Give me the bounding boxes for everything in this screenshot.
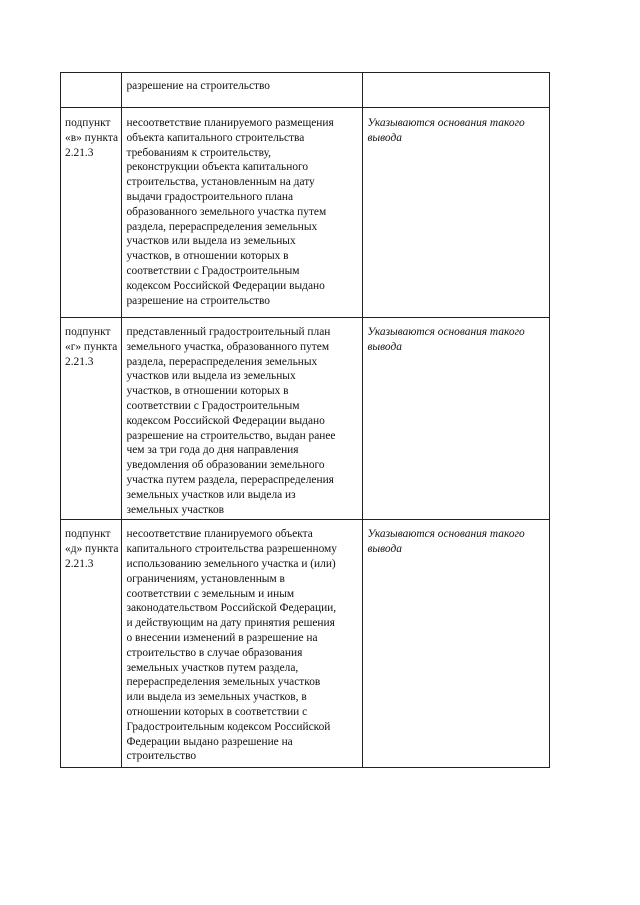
note-cell bbox=[363, 73, 550, 108]
description-line: земельных участков или выдела из bbox=[126, 488, 296, 501]
description-line: разрешение на строительство, выдан ранее bbox=[126, 429, 336, 442]
note-line: вывода bbox=[367, 131, 402, 144]
description-cell bbox=[122, 108, 363, 318]
ref-line: 2.21.3 bbox=[65, 557, 94, 570]
description-line: участка путем раздела, перераспределения bbox=[126, 473, 334, 486]
description-line: разрешение на строительство bbox=[126, 294, 271, 307]
description-line: перераспределения земельных участков bbox=[126, 676, 321, 689]
description-line: строительство bbox=[126, 750, 197, 763]
ref-cell bbox=[61, 520, 122, 768]
description-line: соответствии с земельным и иным bbox=[126, 587, 295, 600]
note-line: Указываются основания такого bbox=[367, 528, 525, 541]
description-cell bbox=[122, 73, 363, 108]
description-line: участков, в отношении которых в bbox=[126, 385, 289, 398]
description-line: участков или выдела из земельных bbox=[126, 370, 296, 383]
description-line: капитального строительства разрешенному bbox=[126, 543, 337, 556]
description-line: Федерации выдано разрешение на bbox=[126, 735, 293, 748]
table-row bbox=[61, 318, 550, 520]
description-line: отношении которых в соответствии с bbox=[126, 705, 308, 718]
description-line: объекта капитального строительства bbox=[126, 131, 305, 144]
description-line: образованного земельного участка путем bbox=[126, 205, 327, 218]
description-line: несоответствие планируемого размещения bbox=[126, 117, 334, 129]
ref-cell bbox=[61, 318, 122, 520]
description-line: представленный градостроительный план bbox=[126, 326, 331, 338]
description-line: строительства, установленным на дату bbox=[126, 176, 315, 189]
note-line: вывода bbox=[367, 543, 402, 556]
description-line: участков, в отношении которых в bbox=[126, 250, 289, 263]
description-line: разрешение на строительство bbox=[126, 80, 271, 92]
description-line: требованиям к строительству, bbox=[126, 146, 271, 159]
description-cell bbox=[122, 520, 363, 768]
description-line: реконструкции объекта капитального bbox=[126, 161, 309, 174]
description-line: несоответствие планируемого объекта bbox=[126, 528, 313, 541]
description-line: кодексом Российской Федерации выдано bbox=[126, 414, 325, 427]
description-line: соответствии с Градостроительным bbox=[126, 264, 300, 277]
note-cell bbox=[363, 108, 550, 318]
ref-line: 2.21.3 bbox=[65, 146, 94, 159]
description-line: или выдела из земельных участков, в bbox=[126, 691, 307, 704]
document-table bbox=[60, 72, 550, 768]
note-line: вывода bbox=[367, 340, 402, 353]
ref-cell bbox=[61, 108, 122, 318]
description-line: чем за три года до дня направления bbox=[126, 444, 299, 457]
description-cell bbox=[122, 318, 363, 520]
ref-line: подпункт bbox=[65, 326, 111, 338]
table-row bbox=[61, 108, 550, 318]
description-line: земельного участка, образованного путем bbox=[126, 340, 330, 353]
ref-line: подпункт bbox=[65, 117, 111, 129]
note-line: Указываются основания такого bbox=[367, 326, 525, 338]
description-line: о внесении изменений в разрешение на bbox=[126, 631, 318, 644]
description-line: раздела, перераспределения земельных bbox=[126, 220, 318, 233]
description-line: уведомления об образовании земельного bbox=[126, 459, 325, 472]
table-row bbox=[61, 520, 550, 768]
description-line: Градостроительным кодексом Российской bbox=[126, 720, 331, 733]
ref-line: «д» пункта bbox=[65, 543, 119, 556]
ref-line: «г» пункта bbox=[65, 340, 118, 353]
description-line: выдачи градостроительного плана bbox=[126, 190, 294, 203]
description-line: ограничениям, установленным в bbox=[126, 572, 285, 585]
note-line: Указываются основания такого bbox=[367, 117, 525, 129]
description-line: участков или выдела из земельных bbox=[126, 235, 296, 248]
description-line: кодексом Российской Федерации выдано bbox=[126, 279, 325, 292]
ref-line: «в» пункта bbox=[65, 131, 119, 144]
note-cell bbox=[363, 520, 550, 768]
description-line: соответствии с Градостроительным bbox=[126, 399, 300, 412]
note-cell bbox=[363, 318, 550, 520]
description-line: использованию земельного участка и (или) bbox=[126, 557, 336, 570]
description-line: строительство в случае образования bbox=[126, 646, 303, 659]
description-line: земельных участков путем раздела, bbox=[126, 661, 299, 674]
description-line: законодательством Российской Федерации, bbox=[126, 602, 337, 615]
ref-cell bbox=[61, 73, 122, 108]
description-line: раздела, перераспределения земельных bbox=[126, 355, 318, 368]
table-body bbox=[61, 73, 550, 768]
ref-line: подпункт bbox=[65, 528, 111, 541]
table-row bbox=[61, 73, 550, 108]
ref-line: 2.21.3 bbox=[65, 355, 94, 368]
description-line: и действующим на дату принятия решения bbox=[126, 617, 335, 630]
description-line: земельных участков bbox=[126, 503, 225, 516]
